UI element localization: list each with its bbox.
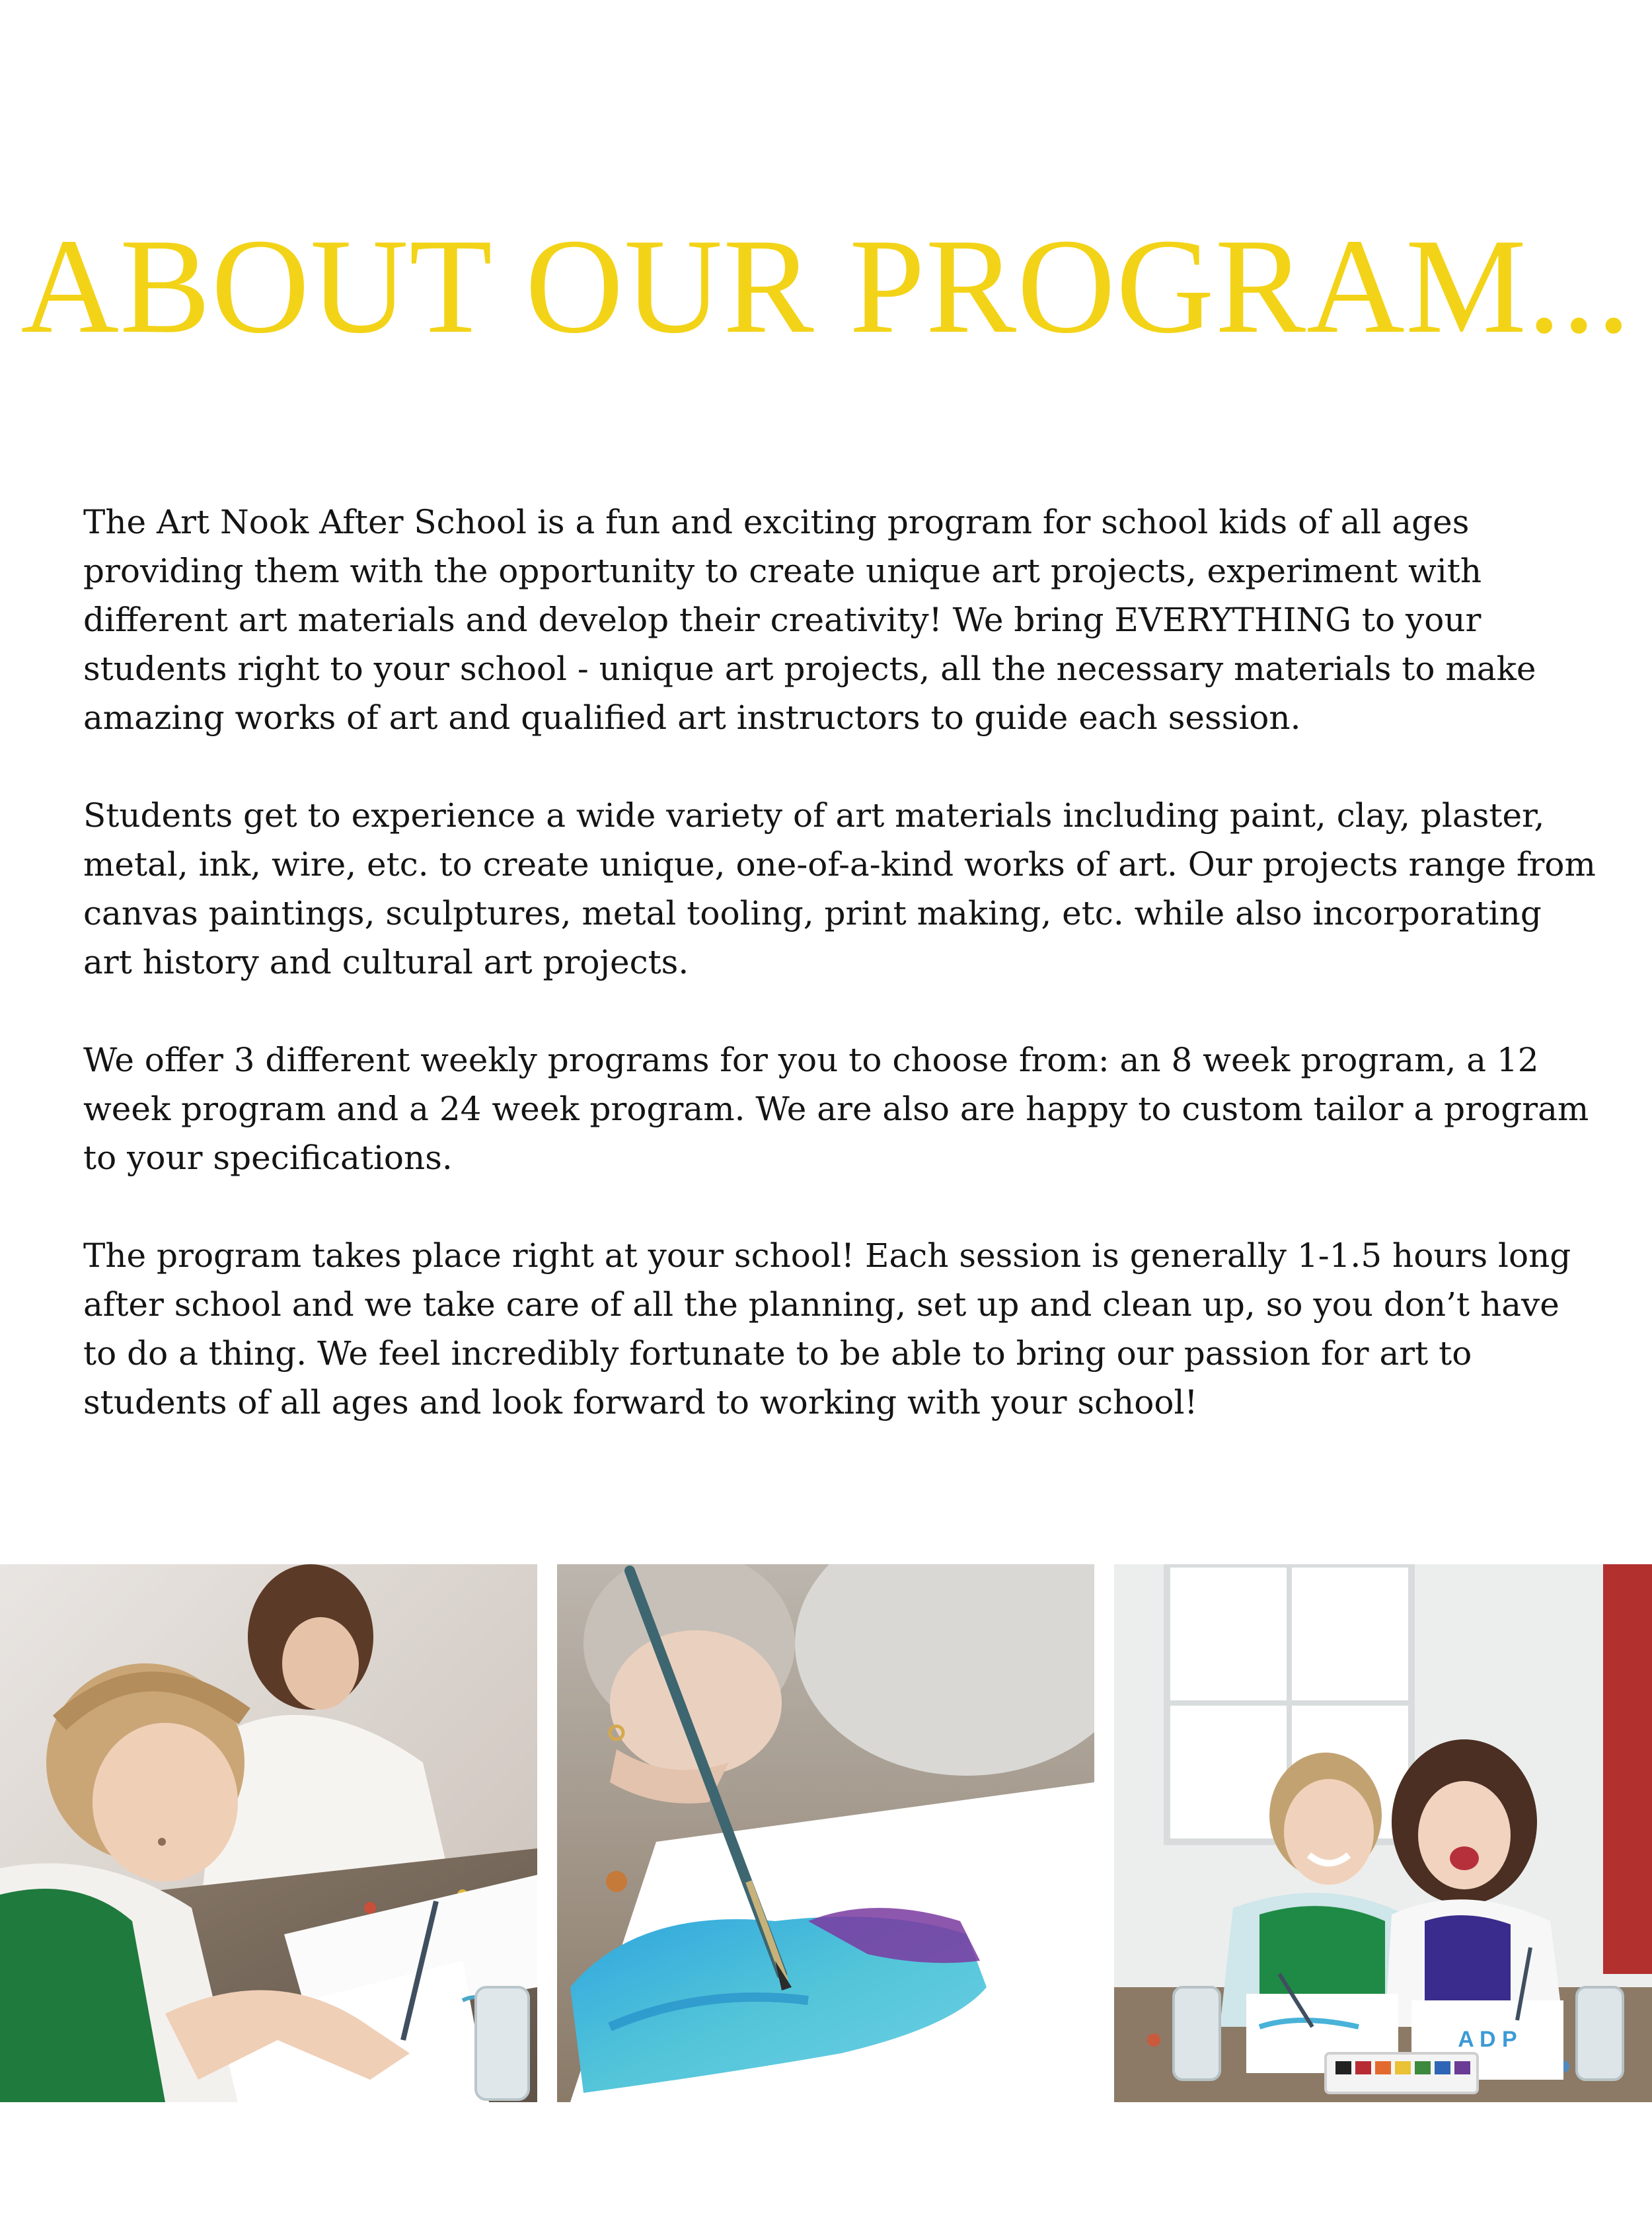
program-description — [83, 498, 1596, 1476]
brush-watercolor-photo — [557, 1564, 1094, 2102]
paragraph-intro: The Art Nook After School is a fun and exciting program for school kids of all ages providing them with the opportunity to create unique art projects, experiment with different art materials and develop their creativity! We bring EVERYTHING to your students right to your school - unique art projects, all the necessary materials to make amazing works of art and qualified art instructors to guide each session. — [83, 503, 1536, 737]
page-title: ABOUT OUR PROGRAM... — [20, 210, 1632, 361]
girl-painting-photo — [0, 1564, 537, 2102]
girl-painting-illustration — [0, 1564, 537, 2102]
two-girls-illustration — [1114, 1564, 1652, 2102]
painted-letters: A D P — [1458, 2027, 1517, 2052]
brush-watercolor-illustration — [557, 1564, 1094, 2102]
two-girls-smiling-photo — [1114, 1564, 1652, 2102]
paragraph-programs: We offer 3 different weekly programs for you to choose from: an 8 week program, a 12 week program and a 24 week program. We are also are happy to custom tailor a program to your specifications. — [83, 1041, 1589, 1177]
paragraph-location: The program takes place right at your school! Each session is generally 1-1.5 hours long after school and we take care of all the planning, set up and clean up, so you don’t have to do a thing. We feel incredibly fortunate to be able to bring our passion for art to students of all ages and look forward to working with your school! — [83, 1236, 1571, 1421]
paragraph-materials: Students get to experience a wide variety of art materials including paint, clay, plaster, metal, ink, wire, etc. to create unique, one-of-a-kind works of art. Our projects range from canvas paintings, sculptures, metal tooling, print making, etc. while also incorporating art history and cultural art projects. — [83, 796, 1596, 981]
